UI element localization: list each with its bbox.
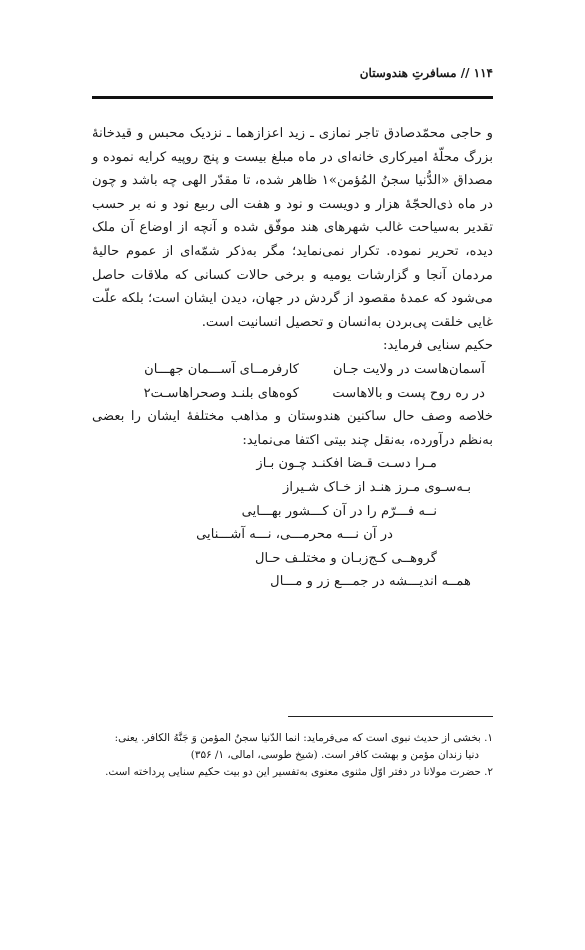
footnotes — [92, 730, 493, 781]
intro-sanai: حکیم سنایی فرماید: — [383, 338, 493, 354]
paragraph-1: و حاجی محمّدصادق تاجر نمازی ـ زید اعزازهما ـ نزدیک محبس و قیدخانهٔ بزرگ محلّهٔ امیرکاری خانه‌ای در ماه مبلغ بیست و پنج روپیه کرایه نموده و مصداق «الدُّنیا سجنُ المُؤمن»۱ ظاهر شده، تا مقدّر الهی چه باشد و چون در ماه ذی‌الحجّهٔ هزار و دویست و نود و هفت الی ربیع نود و نه بر حسب تقدیر به‌سیاحت غالب شهرهای هند موفّق شده و آنچه از اوضاع آن ملک دیده، تحریر نموده. تکرار نمی‌نماید؛ مگر به‌ذکر شمّه‌ای از عموم حالیهٔ مردمان آنجا و گزارشات یومیه و برخی حالات کسانی که ملاقات حاصل می‌شود که عمدهٔ مقصود از گردش در جهان، دیدن ایشان است؛ بلکه علّت غایی خلقت پی‌بردن به‌انسان و تحصیل انسانیت است. — [92, 126, 493, 330]
verse-2 — [92, 382, 493, 406]
masnavi-line: نــه فـــرّم را در آن کـــشور بهـــایی — [241, 503, 437, 519]
verse-2-hemistich-a: در ره روح پست و بالاهاست — [332, 385, 485, 401]
masnavi-poem — [92, 452, 493, 594]
verse-1-hemistich-a: آسمان‌هاست در ولایت جـان — [332, 361, 485, 377]
masnavi-line: گروهــی کـج‌زبـان و مختلـف حـال — [254, 550, 437, 566]
verse-2-hemistich-b: کوه‌های بلنـد وصحراهاسـت۲ — [143, 385, 299, 401]
verse-1 — [92, 358, 493, 382]
masnavi-line: مـرا دسـت قـضا افکنـد چـون بـاز — [256, 456, 437, 472]
footnote-1-line-1: ۱. بخشی از حدیث نبوی است که می‌فرماید: انما الدّنیا سجنُ المؤمن وَ جَنَّهُ الکافر. یعنی: — [114, 732, 493, 744]
verse-1-hemistich-b: کارفرمــای آســـمان جهـــان — [144, 361, 299, 377]
footnote-1-line-2: دنیا زندان مؤمن و بهشت کافر است. (شیخ طوسی، امالی، ۱/ ۳۵۶) — [190, 749, 479, 761]
footnote-2: ۲. حضرت مولانا در دفتر اوّل مثنوی معنوی به‌تفسیر این دو بیت حکیم سنایی پرداخته است. — [105, 766, 493, 778]
main-text — [92, 122, 493, 594]
running-header: ۱۱۴ // مسافرتِ هندوستان — [359, 66, 493, 80]
header-rule — [92, 96, 493, 99]
footnote-rule — [288, 716, 493, 717]
masnavi-line: بـه‌سـوی مـرز هنـد از خـاک شـیراز — [283, 479, 471, 495]
paragraph-2: خلاصه وصف حال ساکنین هندوستان و مذاهب مختلفهٔ ایشان را بعضی به‌نظم درآورده، به‌نقل چند بیتی اکتفا می‌نماید: — [92, 409, 493, 448]
masnavi-line: در آن نـــه محرمـــی، نـــه آشـــنایی — [196, 527, 393, 543]
masnavi-line: همــه اندیـــشه در جمـــع زر و مـــال — [270, 574, 471, 590]
